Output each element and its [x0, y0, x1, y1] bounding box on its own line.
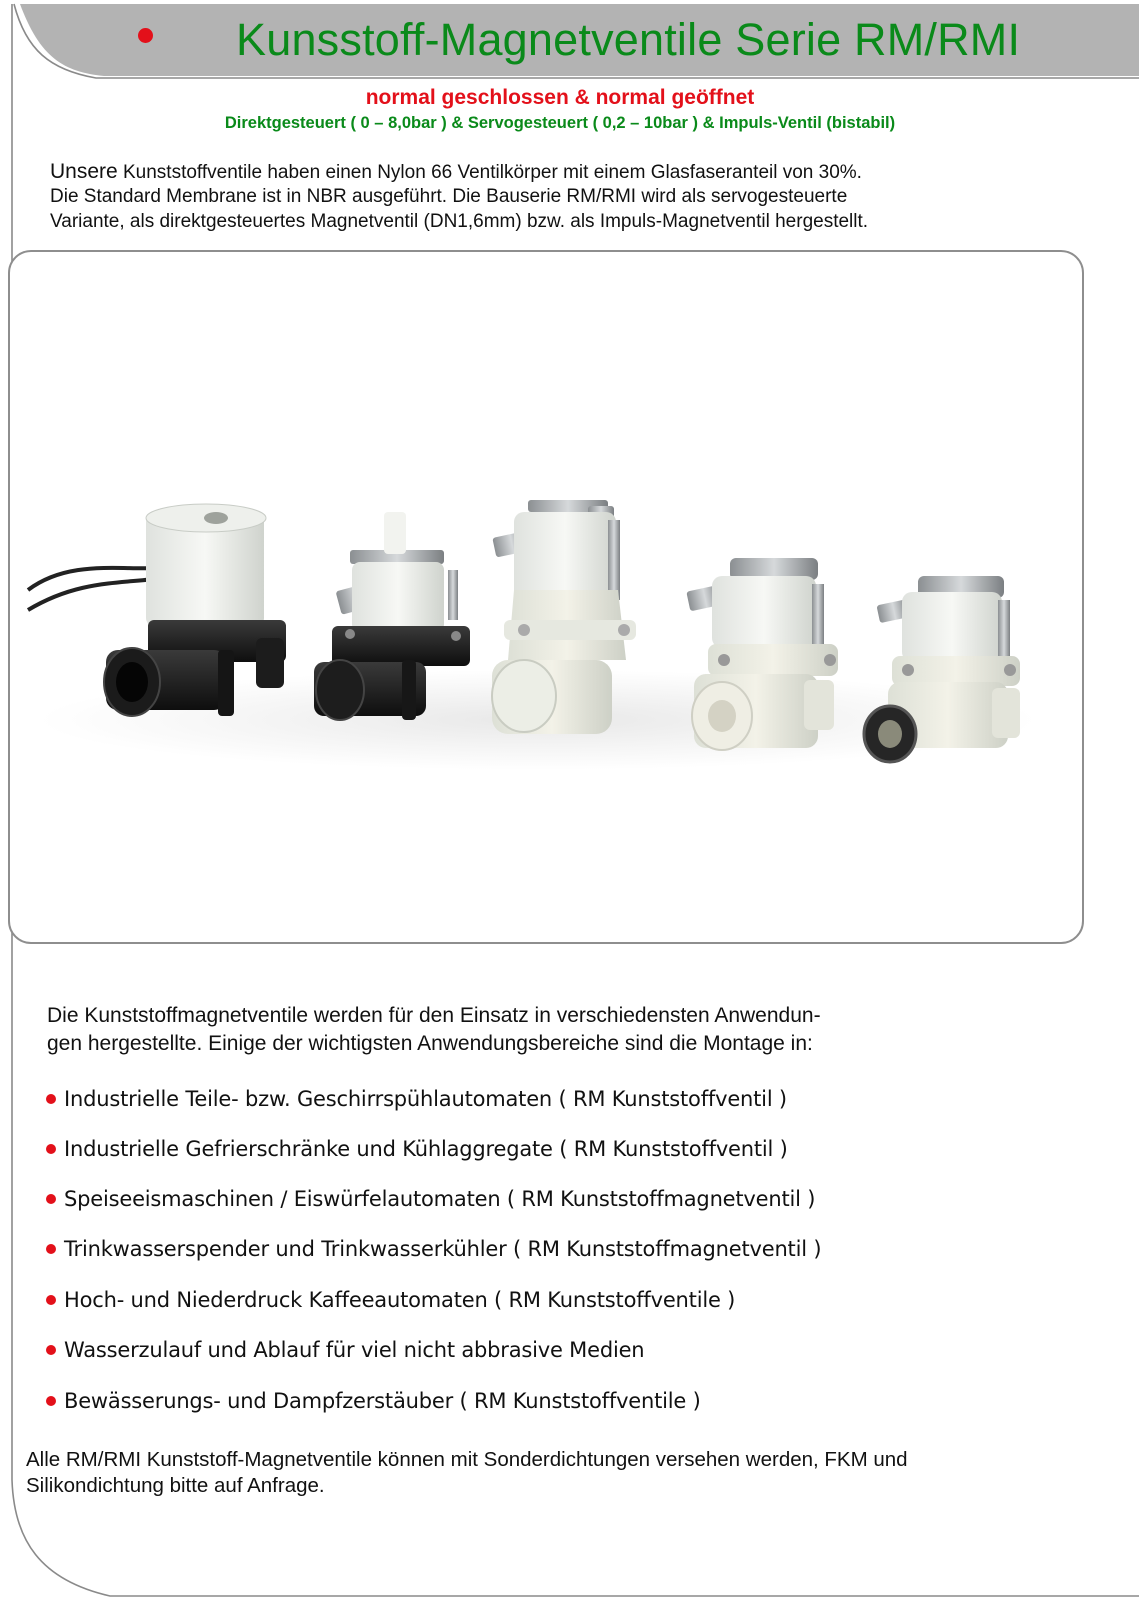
closing-line-2: Silikondichtung bitte auf Anfrage. — [26, 1474, 325, 1497]
list-item-text: Speiseeismaschinen / Eiswürfelautomaten ( RM Kunststoffmagnetventil ) — [64, 1187, 816, 1211]
list-item — [46, 1288, 735, 1312]
bullet-icon — [46, 1396, 56, 1406]
list-item — [46, 1389, 701, 1413]
page-title: Kunsstoff-Magnetventile Serie RM/RMI — [236, 14, 1021, 65]
closing-line-1: Alle RM/RMI Kunststoff-Magnetventile können mit Sonderdichtungen versehen werden, FKM und — [26, 1448, 908, 1471]
usage-intro-line-2: gen hergestellte. Einige der wichtigsten Anwendungsbereiche sind die Montage in: — [47, 1032, 813, 1055]
intro-line-2: Die Standard Membrane ist in NBR ausgeführt. Die Bauserie RM/RMI wird als servogesteuerte — [50, 186, 848, 207]
list-item-text: Trinkwasserspender und Trinkwasserkühler ( RM Kunststoffmagnetventil ) — [64, 1237, 822, 1261]
list-item-text: Hoch- und Niederdruck Kaffeeautomaten ( RM Kunststoffventile ) — [64, 1288, 736, 1312]
list-item — [46, 1187, 815, 1211]
bullet-icon — [46, 1244, 56, 1254]
list-item-text: Bewässerungs- und Dampfzerstäuber ( RM Kunststoffventile ) — [64, 1389, 701, 1413]
bullet-icon — [46, 1144, 56, 1154]
subtitle-normally-closed-open: normal geschlossen & normal geöffnet — [365, 86, 755, 109]
list-item — [46, 1338, 644, 1362]
intro-line-1 — [50, 160, 862, 184]
bullet-icon — [46, 1094, 56, 1104]
bullet-icon — [46, 1345, 56, 1355]
list-item — [46, 1087, 787, 1111]
list-item-text: Industrielle Teile- bzw. Geschirrspühlautomaten ( RM Kunststoffventil ) — [64, 1087, 787, 1111]
product-photo — [8, 250, 1084, 944]
title-bullet-icon — [138, 28, 153, 43]
list-item — [46, 1237, 821, 1261]
usage-intro-line-1: Die Kunststoffmagnetventile werden für den Einsatz in verschiedensten Anwendun- — [47, 1004, 821, 1027]
intro-line-1-rest: Kunststoffventile haben einen Nylon 66 Ventilkörper mit einem Glasfaseranteil von 30%. — [117, 162, 862, 183]
intro-first-word: Unsere — [50, 160, 118, 183]
list-item-text: Industrielle Gefrierschränke und Kühlaggregate ( RM Kunststoffventil ) — [64, 1137, 788, 1161]
list-item — [46, 1137, 788, 1161]
bullet-icon — [46, 1194, 56, 1204]
bullet-icon — [46, 1295, 56, 1305]
intro-line-3: Variante, als direktgesteuertes Magnetventil (DN1,6mm) bzw. als Impuls-Magnetventil hergestellt. — [50, 211, 869, 232]
subtitle-pressure-ranges: Direktgesteuert ( 0 – 8,0bar ) & Servogesteuert ( 0,2 – 10bar ) & Impuls-Ventil (bistabil) — [224, 114, 896, 132]
list-item-text: Wasserzulauf und Ablauf für viel nicht abbrasive Medien — [64, 1338, 645, 1362]
